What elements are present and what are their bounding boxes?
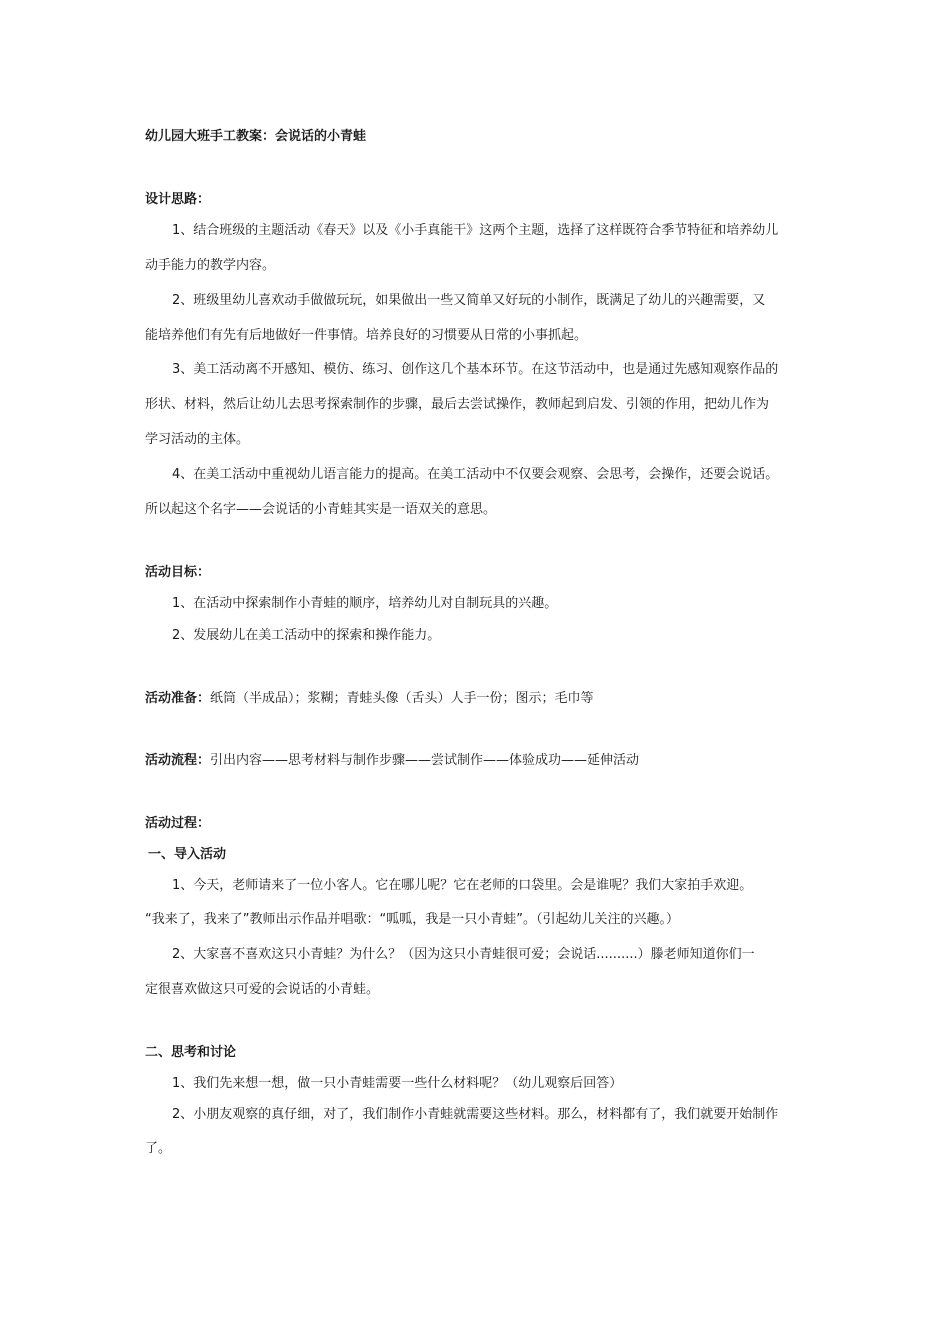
document-title: 幼儿园大班手工教案：会说话的小青蛙 <box>145 129 367 144</box>
design-line-3: 2、班级里幼儿喜欢动手做做玩玩，如果做出一些又简单又好玩的小制作，既满足了幼儿的兴趣需要，又 <box>172 293 766 308</box>
section1-line-3: 2、大家喜不喜欢这只小青蛙？为什么？（因为这只小青蛙很可爱；会说话..........）滕老师知道你们一 <box>172 947 755 962</box>
design-line-8: 4、在美工活动中重视幼儿语言能力的提高。在美工活动中不仅要会观察、会思考，会操作，还要会说话。 <box>172 467 779 482</box>
section1-line-2: “我来了，我来了”教师出示作品并唱歌：“呱呱，我是一只小青蛙”。（引起幼儿关注的兴趣。） <box>145 912 679 927</box>
section1-line-1: 1、今天，老师请来了一位小客人。它在哪儿呢？它在老师的口袋里。会是谁呢？我们大家拍手欢迎。 <box>172 878 753 893</box>
preparation-label: 活动准备： <box>145 691 211 706</box>
goals-heading: 活动目标： <box>145 565 211 580</box>
flow-label: 活动流程： <box>145 753 211 768</box>
goals-item-1: 1、在活动中探索制作小青蛙的顺序，培养幼儿对自制玩具的兴趣。 <box>172 596 558 611</box>
design-line-4: 能培养他们有先有后地做好一件事情。培养良好的习惯要从日常的小事抓起。 <box>145 328 588 343</box>
section2-line-2: 2、小朋友观察的真仔细，对了，我们制作小青蛙就需要这些材料。那么，材料都有了，我们就要开始制作 <box>172 1107 779 1122</box>
design-heading: 设计思路： <box>145 192 211 207</box>
design-line-9: 所以起这个名字——会说话的小青蛙其实是一语双关的意思。 <box>145 502 497 517</box>
section2-heading: 二、思考和讨论 <box>145 1045 237 1060</box>
preparation-text: 纸筒（半成品）；浆糊；青蛙头像（舌头）人手一份；图示；毛巾等 <box>210 691 594 706</box>
design-line-5: 3、美工活动离不开感知、模仿、练习、创作这几个基本环节。在这节活动中，也是通过先感知观察作品的 <box>172 362 779 377</box>
preparation-row <box>145 690 594 708</box>
section1-line-4: 定很喜欢做这只可爱的会说话的小青蛙。 <box>145 982 380 997</box>
goals-item-2: 2、发展幼儿在美工活动中的探索和操作能力。 <box>172 628 441 643</box>
section2-line-3: 了。 <box>145 1141 172 1156</box>
section1-heading: 一、导入活动 <box>148 847 227 862</box>
section2-line-1: 1、我们先来想一想，做一只小青蛙需要一些什么材料呢？（幼儿观察后回答） <box>172 1076 623 1091</box>
design-line-2: 动手能力的教学内容。 <box>145 258 276 273</box>
design-line-1: 1、结合班级的主题活动《春天》以及《小手真能干》这两个主题，选择了这样既符合季节特征和培养幼儿 <box>172 223 779 238</box>
flow-row <box>145 752 639 770</box>
design-line-6: 形状、材料，然后让幼儿去思考探索制作的步骤，最后去尝试操作，教师起到启发、引领的作用，把幼儿作为 <box>145 397 770 412</box>
process-heading: 活动过程： <box>145 816 211 831</box>
design-line-7: 学习活动的主体。 <box>145 432 250 447</box>
flow-text: 引出内容——思考材料与制作步骤——尝试制作——体验成功——延伸活动 <box>210 753 640 768</box>
